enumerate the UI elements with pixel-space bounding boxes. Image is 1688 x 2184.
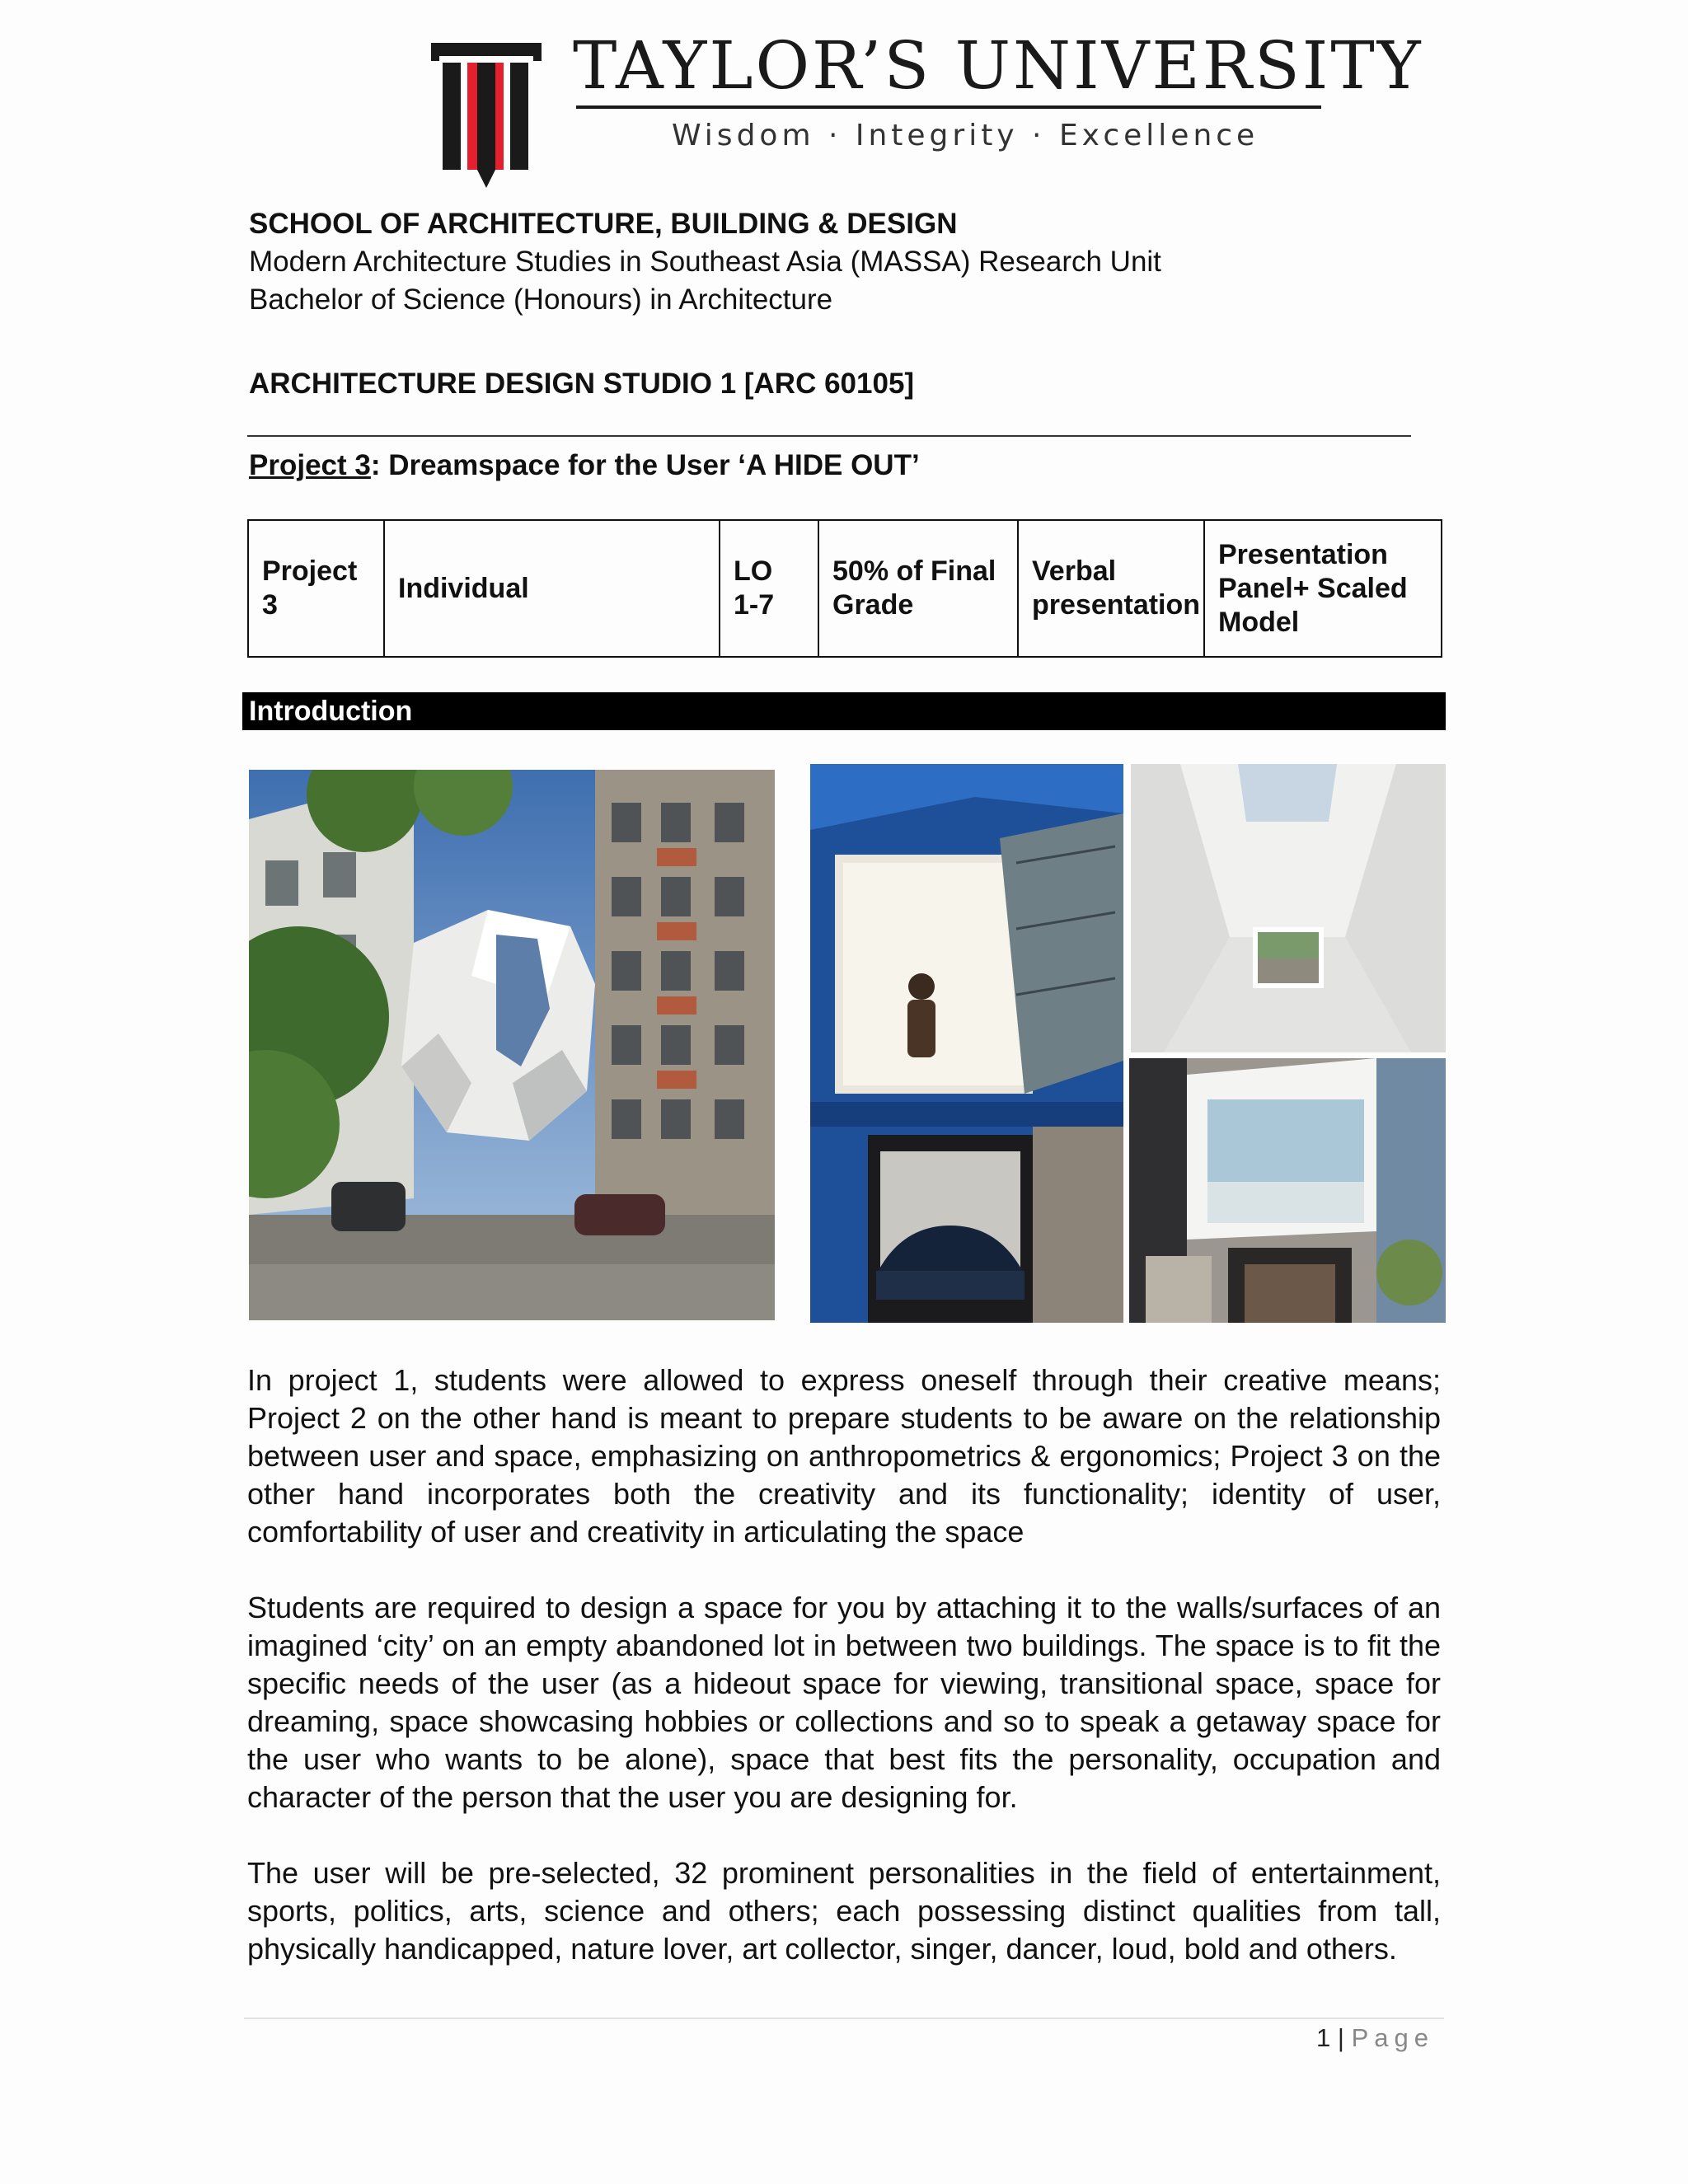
page-separator: | [1337,2023,1344,2052]
intro-paragraph-3: The user will be pre-selected, 32 prominent personalities in the field of entertainment, sports, politics, arts, science and others; each possessing distinct qualities from tall, physically handicapped, nature lover, art collector, singer, dancer, loud, bold and others. [247,1856,1441,1966]
university-logo [424,27,1423,198]
footer-divider [244,2018,1444,2019]
photo-box-window [1129,1058,1446,1323]
project-heading [249,447,920,485]
page-label: Page [1351,2023,1434,2052]
table-cell-lo: LO 1-7 [720,520,818,657]
project-info-table [247,519,1442,658]
shield-emblem-icon [424,33,548,191]
research-unit: Modern Architecture Studies in Southeast Asia (MASSA) Research Unit [249,246,1161,278]
table-cell-assessment: Verbal presentation [1018,520,1204,657]
table-cell-type: Individual [384,520,720,657]
section-header-introduction [242,692,1446,730]
logo-motto: Wisdom · Integrity · Excellence [672,119,1259,152]
table-cell-weight: 50% of Final Grade [818,520,1018,657]
intro-paragraph-1: In project 1, students were allowed to express oneself through their creative means; Project 2 on the other hand is meant to prepare students to be aware on the relationship between user and space, emphasizing on anthropometrics & ergonomics; Project 3 on the other hand incorporates both the creativity and its functionality; identity of user, comfortability of user and creativity in articulating the space [247,1363,1441,1549]
programme-name: Bachelor of Science (Honours) in Architecture [249,284,833,316]
table-cell-deliverable: Presentation Panel+ Scaled Model [1204,520,1442,657]
project-title: : Dreamspace for the User ‘A HIDE OUT’ [370,449,920,481]
logo-wordmark: TAYLOR’S UNIVERSITY [573,27,1423,104]
photo-blue-facade [810,764,1123,1323]
logo-divider [576,105,1321,109]
photo-skylight-interior [1131,764,1446,1052]
photo-hideout-street [249,770,775,1320]
project-label: Project 3 [249,449,371,481]
course-title: ARCHITECTURE DESIGN STUDIO 1 [ARC 60105] [249,368,915,400]
header-divider [247,435,1411,437]
table-row [248,520,1442,657]
school-name: SCHOOL OF ARCHITECTURE, BUILDING & DESIGN [249,208,958,240]
section-title: Introduction [249,696,413,727]
page-number-value: 1 [1316,2023,1331,2052]
page-number [1294,2023,1434,2053]
intro-paragraph-2: Students are required to design a space for you by attaching it to the walls/surfaces of an imagined ‘city’ on an empty abandoned lot in between two buildings. The space is to fit the specific needs of the user (as a hideout space for viewing, transitional space, space for dreaming, space showcasing hobbies or collections and so to speak a getaway space for the user who wants to be alone), space that best fits the personality, occupation and character of the person that the user you are designing for. [247,1591,1441,1814]
table-cell-project: Project 3 [248,520,384,657]
